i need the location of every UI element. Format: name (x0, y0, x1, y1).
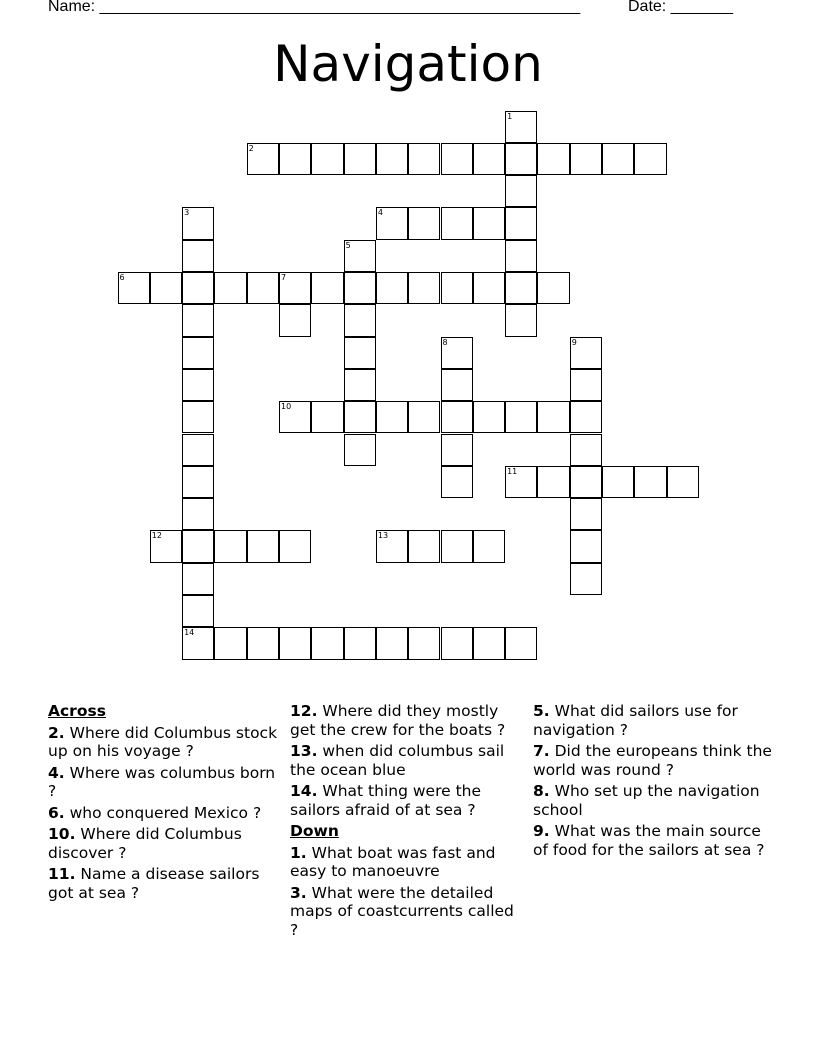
grid-cell[interactable] (473, 401, 505, 433)
grid-cell[interactable] (279, 304, 311, 336)
across-heading: Across (48, 702, 106, 720)
grid-cell[interactable] (441, 337, 473, 369)
grid-cell[interactable] (344, 369, 376, 401)
clue-down-8 (533, 782, 773, 819)
grid-cell[interactable] (247, 530, 279, 562)
grid-cell[interactable] (505, 111, 537, 143)
cell-number: 13 (377, 531, 389, 541)
clue-text: What were the detailed maps of coastcurrents called ? (290, 883, 514, 939)
grid-cell[interactable] (279, 627, 311, 659)
clue-across-2 (48, 724, 278, 761)
clue-number: 14. (290, 782, 318, 800)
clue-number: 11. (48, 865, 76, 883)
grid-cell[interactable] (182, 337, 214, 369)
grid-cell[interactable] (634, 143, 666, 175)
cell-number: 11 (507, 466, 518, 476)
clue-number: 4. (48, 763, 65, 782)
grid-cell[interactable] (344, 337, 376, 369)
grid-cell[interactable] (182, 595, 214, 627)
grid-cell[interactable] (311, 401, 343, 433)
grid-cell[interactable] (537, 401, 569, 433)
grid-cell[interactable] (505, 627, 537, 659)
grid-cell[interactable] (408, 627, 440, 659)
grid-cell[interactable] (311, 143, 343, 175)
clue-text: who conquered Mexico ? (69, 803, 262, 822)
grid-cell[interactable] (505, 143, 537, 175)
grid-cell[interactable] (537, 466, 569, 498)
grid-cell[interactable] (214, 530, 246, 562)
cell-number: 9 (571, 337, 577, 347)
clue-number: 8. (533, 782, 550, 800)
clue-number: 6. (48, 803, 65, 822)
clue-across-14 (290, 782, 515, 819)
grid-cell[interactable] (473, 627, 505, 659)
grid-cell[interactable] (441, 401, 473, 433)
grid-cell[interactable] (441, 434, 473, 466)
grid-cell[interactable] (279, 401, 311, 433)
cell-number: 6 (119, 273, 125, 282)
grid-cell[interactable] (505, 207, 537, 239)
grid-cell[interactable] (441, 466, 473, 498)
grid-cell[interactable] (570, 337, 602, 369)
grid-cell[interactable] (247, 143, 279, 175)
grid-cell[interactable] (344, 272, 376, 304)
clue-down-5 (533, 702, 773, 739)
clue-down-7 (533, 742, 773, 779)
grid-cell[interactable] (182, 207, 214, 239)
grid-cell[interactable] (570, 563, 602, 595)
grid-cell[interactable] (505, 240, 537, 272)
grid-cell[interactable] (570, 434, 602, 466)
grid-cell[interactable] (408, 143, 440, 175)
grid-cell[interactable] (505, 175, 537, 207)
clue-down-1 (290, 844, 515, 881)
grid-cell[interactable] (118, 272, 150, 304)
clue-text: What did sailors use for navigation ? (533, 702, 738, 739)
clue-column-2 (290, 702, 515, 942)
grid-cell[interactable] (408, 401, 440, 433)
clue-text: Where did Columbus discover ? (48, 825, 242, 862)
clue-column-3 (533, 702, 773, 862)
clue-across-11 (48, 865, 278, 902)
grid-cell[interactable] (150, 272, 182, 304)
date-line: _______ (670, 0, 733, 15)
clue-number: 13. (290, 742, 318, 760)
grid-cell[interactable] (376, 143, 408, 175)
cell-number: 2 (248, 143, 254, 153)
cell-number: 14 (184, 628, 195, 638)
clue-text: Where was columbus born ? (48, 763, 276, 800)
grid-cell[interactable] (344, 304, 376, 336)
grid-cell[interactable] (570, 401, 602, 433)
grid-cell[interactable] (473, 272, 505, 304)
cell-number: 8 (442, 337, 448, 347)
grid-cell[interactable] (570, 498, 602, 530)
clue-text: Name a disease sailors got at sea ? (48, 865, 260, 902)
grid-cell[interactable] (376, 401, 408, 433)
grid-cell[interactable] (473, 530, 505, 562)
grid-cell[interactable] (667, 466, 699, 498)
grid-cell[interactable] (441, 369, 473, 401)
grid-cell[interactable] (344, 627, 376, 659)
clue-across-6 (48, 804, 278, 823)
grid-cell[interactable] (376, 207, 408, 239)
grid-cell[interactable] (570, 143, 602, 175)
grid-cell[interactable] (182, 498, 214, 530)
grid-cell[interactable] (634, 466, 666, 498)
clue-across-4 (48, 764, 278, 801)
grid-cell[interactable] (602, 143, 634, 175)
grid-cell[interactable] (376, 272, 408, 304)
grid-cell[interactable] (408, 272, 440, 304)
grid-cell[interactable] (279, 143, 311, 175)
clue-text: Where did they mostly get the crew for the boats ? (290, 702, 506, 739)
name-line: ______________________________________________________ (99, 0, 581, 15)
grid-cell[interactable] (344, 401, 376, 433)
grid-cell[interactable] (537, 272, 569, 304)
grid-cell[interactable] (505, 304, 537, 336)
cell-number: 10 (281, 402, 292, 412)
grid-cell[interactable] (376, 627, 408, 659)
cell-number: 4 (377, 208, 383, 218)
cell-number: 7 (281, 273, 287, 282)
grid-cell[interactable] (182, 466, 214, 498)
grid-cell[interactable] (505, 401, 537, 433)
clue-number: 1. (290, 843, 307, 862)
clue-number: 9. (533, 822, 550, 840)
grid-cell[interactable] (182, 401, 214, 433)
clue-text: What boat was fast and easy to manoeuvre (290, 843, 496, 880)
clue-number: 5. (533, 702, 550, 720)
grid-cell[interactable] (408, 530, 440, 562)
grid-cell[interactable] (279, 272, 311, 304)
grid-cell[interactable] (182, 627, 214, 659)
grid-cell[interactable] (311, 627, 343, 659)
grid-cell[interactable] (408, 207, 440, 239)
grid-cell[interactable] (150, 530, 182, 562)
clue-text: What was the main source of food for the sailors at sea ? (533, 822, 765, 859)
clue-down-9 (533, 822, 773, 859)
page-title: Navigation (273, 35, 543, 93)
grid-cell[interactable] (537, 143, 569, 175)
down-heading: Down (290, 822, 339, 840)
cell-number: 5 (345, 240, 351, 250)
name-label: Name: (48, 0, 96, 15)
grid-cell[interactable] (441, 272, 473, 304)
grid-cell[interactable] (247, 627, 279, 659)
grid-cell[interactable] (441, 530, 473, 562)
grid-cell[interactable] (214, 272, 246, 304)
grid-cell[interactable] (441, 627, 473, 659)
clue-text: Who set up the navigation school (533, 782, 760, 819)
grid-cell[interactable] (473, 143, 505, 175)
clue-text: Did the europeans think the world was round ? (533, 742, 772, 779)
grid-cell[interactable] (182, 240, 214, 272)
grid-cell[interactable] (182, 530, 214, 562)
clue-column-1 (48, 702, 278, 905)
date-label: Date: (628, 0, 667, 15)
grid-cell[interactable] (505, 272, 537, 304)
grid-cell[interactable] (311, 272, 343, 304)
grid-cell[interactable] (602, 466, 634, 498)
cell-number: 12 (151, 531, 162, 541)
cell-number: 3 (184, 208, 190, 218)
clue-text: when did columbus sail the ocean blue (290, 742, 505, 779)
grid-cell[interactable] (570, 530, 602, 562)
grid-cell[interactable] (376, 530, 408, 562)
grid-cell[interactable] (473, 207, 505, 239)
clue-number: 3. (290, 883, 307, 902)
grid-cell[interactable] (344, 143, 376, 175)
clue-number: 12. (290, 702, 318, 720)
grid-cell[interactable] (214, 627, 246, 659)
clue-text: What thing were the sailors afraid of at sea ? (290, 782, 482, 819)
grid-cell[interactable] (182, 304, 214, 336)
clue-number: 10. (48, 825, 76, 843)
grid-cell[interactable] (570, 466, 602, 498)
clue-number: 7. (533, 742, 550, 760)
grid-cell[interactable] (182, 563, 214, 595)
cell-number: 1 (507, 111, 513, 121)
grid-cell[interactable] (505, 466, 537, 498)
clue-across-13 (290, 742, 515, 779)
grid-cell[interactable] (182, 272, 214, 304)
grid-cell[interactable] (441, 143, 473, 175)
clue-down-3 (290, 884, 515, 940)
grid-cell[interactable] (570, 369, 602, 401)
clue-text: Where did Columbus stock up on his voyage ? (48, 723, 278, 760)
grid-cell[interactable] (344, 240, 376, 272)
grid-cell[interactable] (279, 530, 311, 562)
grid-cell[interactable] (182, 369, 214, 401)
grid-cell[interactable] (344, 434, 376, 466)
clue-across-12 (290, 702, 515, 739)
clue-across-10 (48, 825, 278, 862)
clue-number: 2. (48, 723, 65, 742)
grid-cell[interactable] (182, 434, 214, 466)
grid-cell[interactable] (441, 207, 473, 239)
grid-cell[interactable] (247, 272, 279, 304)
